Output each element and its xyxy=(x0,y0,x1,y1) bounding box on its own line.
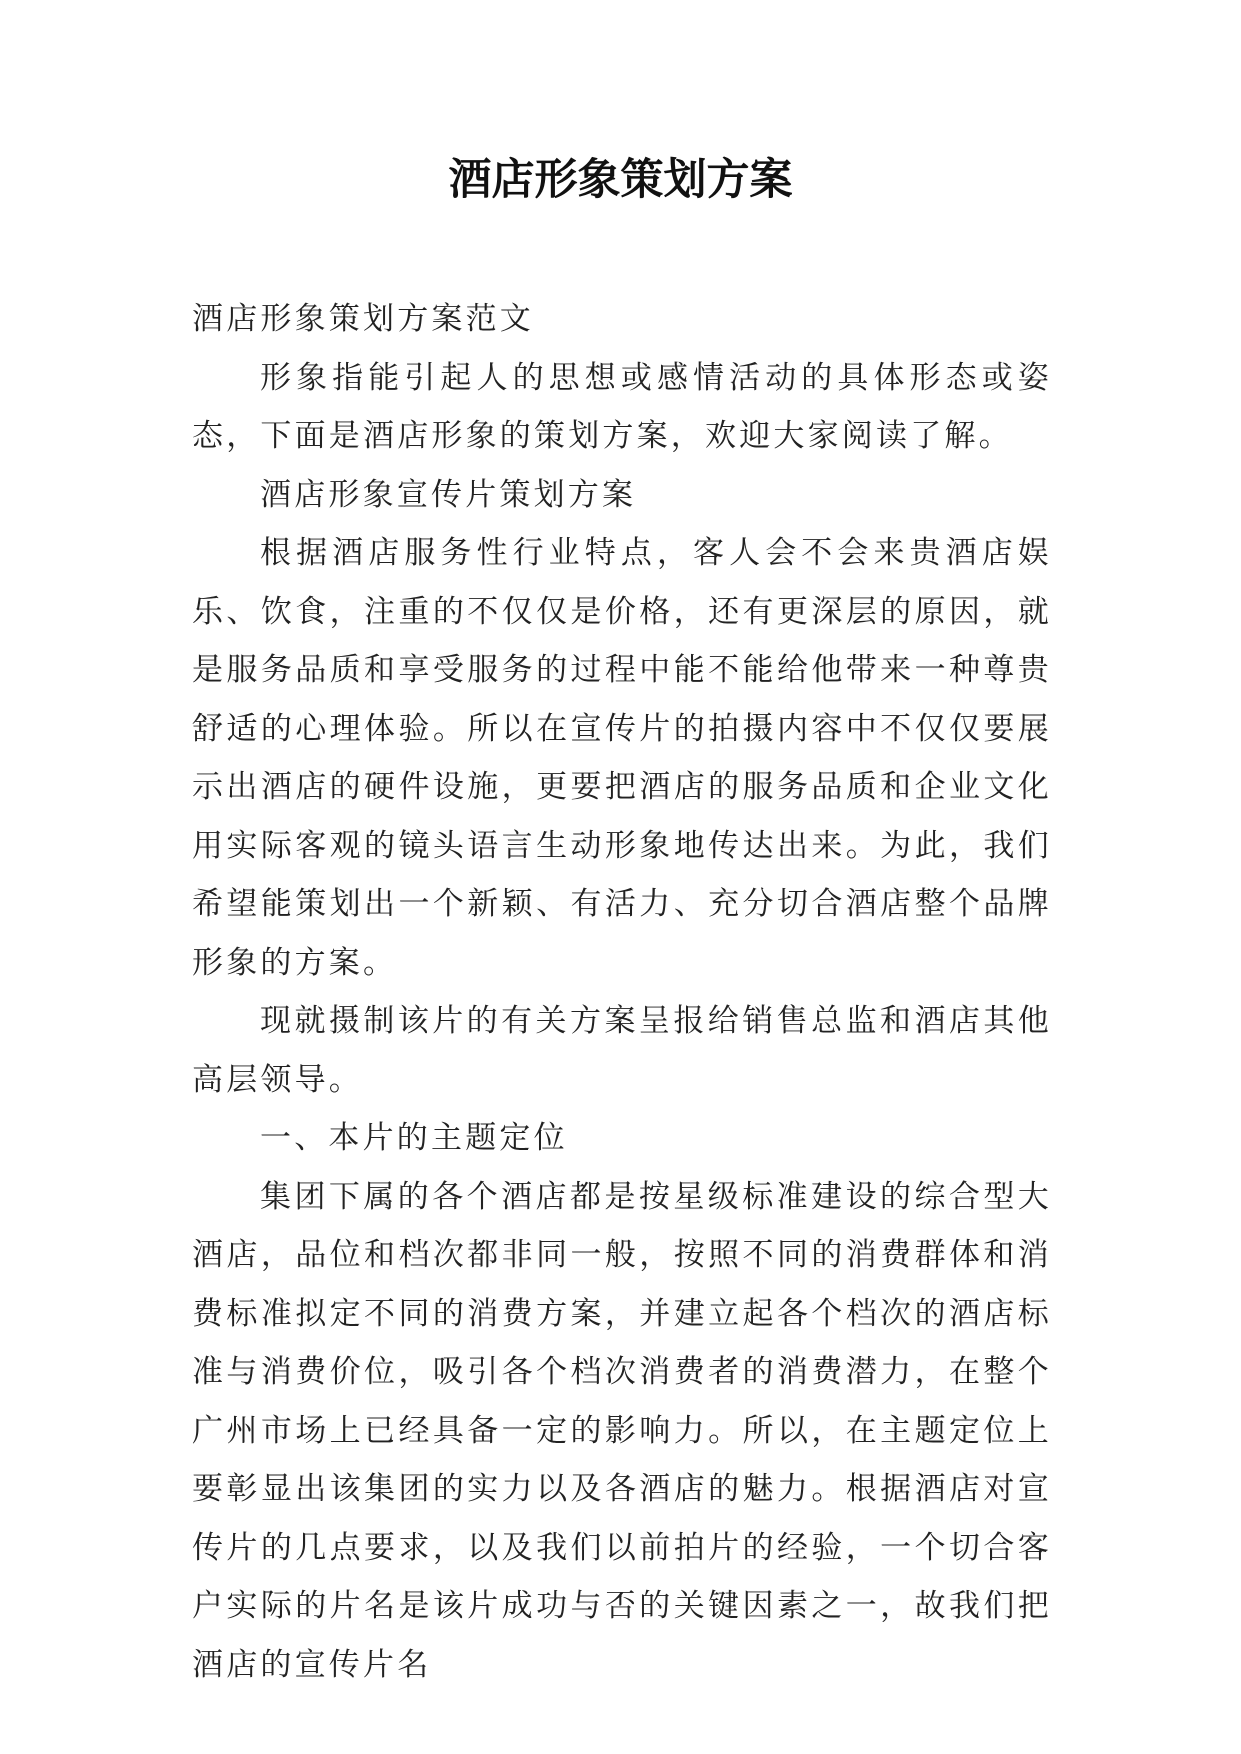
paragraph-intro: 形象指能引起人的思想或感情活动的具体形态或姿态，下面是酒店形象的策划方案，欢迎大家阅读了解。 xyxy=(192,359,1052,454)
paragraph-subtitle: 酒店形象策划方案范文 xyxy=(192,301,534,337)
document-body xyxy=(192,290,1052,1694)
paragraph-theme: 集团下属的各个酒店都是按星级标准建设的综合型大酒店，品位和档次都非同一般，按照不同的消费群体和消费标准拟定不同的消费方案，并建立起各个档次的酒店标准与消费价位，吸引各个档次消费者的消费潜力，在整个广州市场上已经具备一定的影响力。所以，在主题定位上要彰显出该集团的实力以及各酒店的魅力。根据酒店对宣传片的几点要求，以及我们以前拍片的经验，一个切合客户实际的片名是该片成功与否的关键因素之一，故我们把酒店的宣传片名 xyxy=(192,1178,1052,1683)
paragraph-background: 根据酒店服务性行业特点，客人会不会来贵酒店娱乐、饮食，注重的不仅仅是价格，还有更深层的原因，就是服务品质和享受服务的过程中能不能给他带来一种尊贵舒适的心理体验。所以在宣传片的拍摄内容中不仅仅要展示出酒店的硬件设施，更要把酒店的服务品质和企业文化用实际客观的镜头语言生动形象地传达出来。为此，我们希望能策划出一个新颖、有活力、充分切合酒店整个品牌形象的方案。 xyxy=(192,535,1052,981)
page-title: 酒店形象策划方案 xyxy=(448,155,793,205)
section-heading-promo-plan: 酒店形象宣传片策划方案 xyxy=(260,476,637,513)
paragraph-submission: 现就摄制该片的有关方案呈报给销售总监和酒店其他高层领导。 xyxy=(192,1003,1052,1098)
section-heading-theme: 一、本片的主题定位 xyxy=(260,1120,568,1156)
